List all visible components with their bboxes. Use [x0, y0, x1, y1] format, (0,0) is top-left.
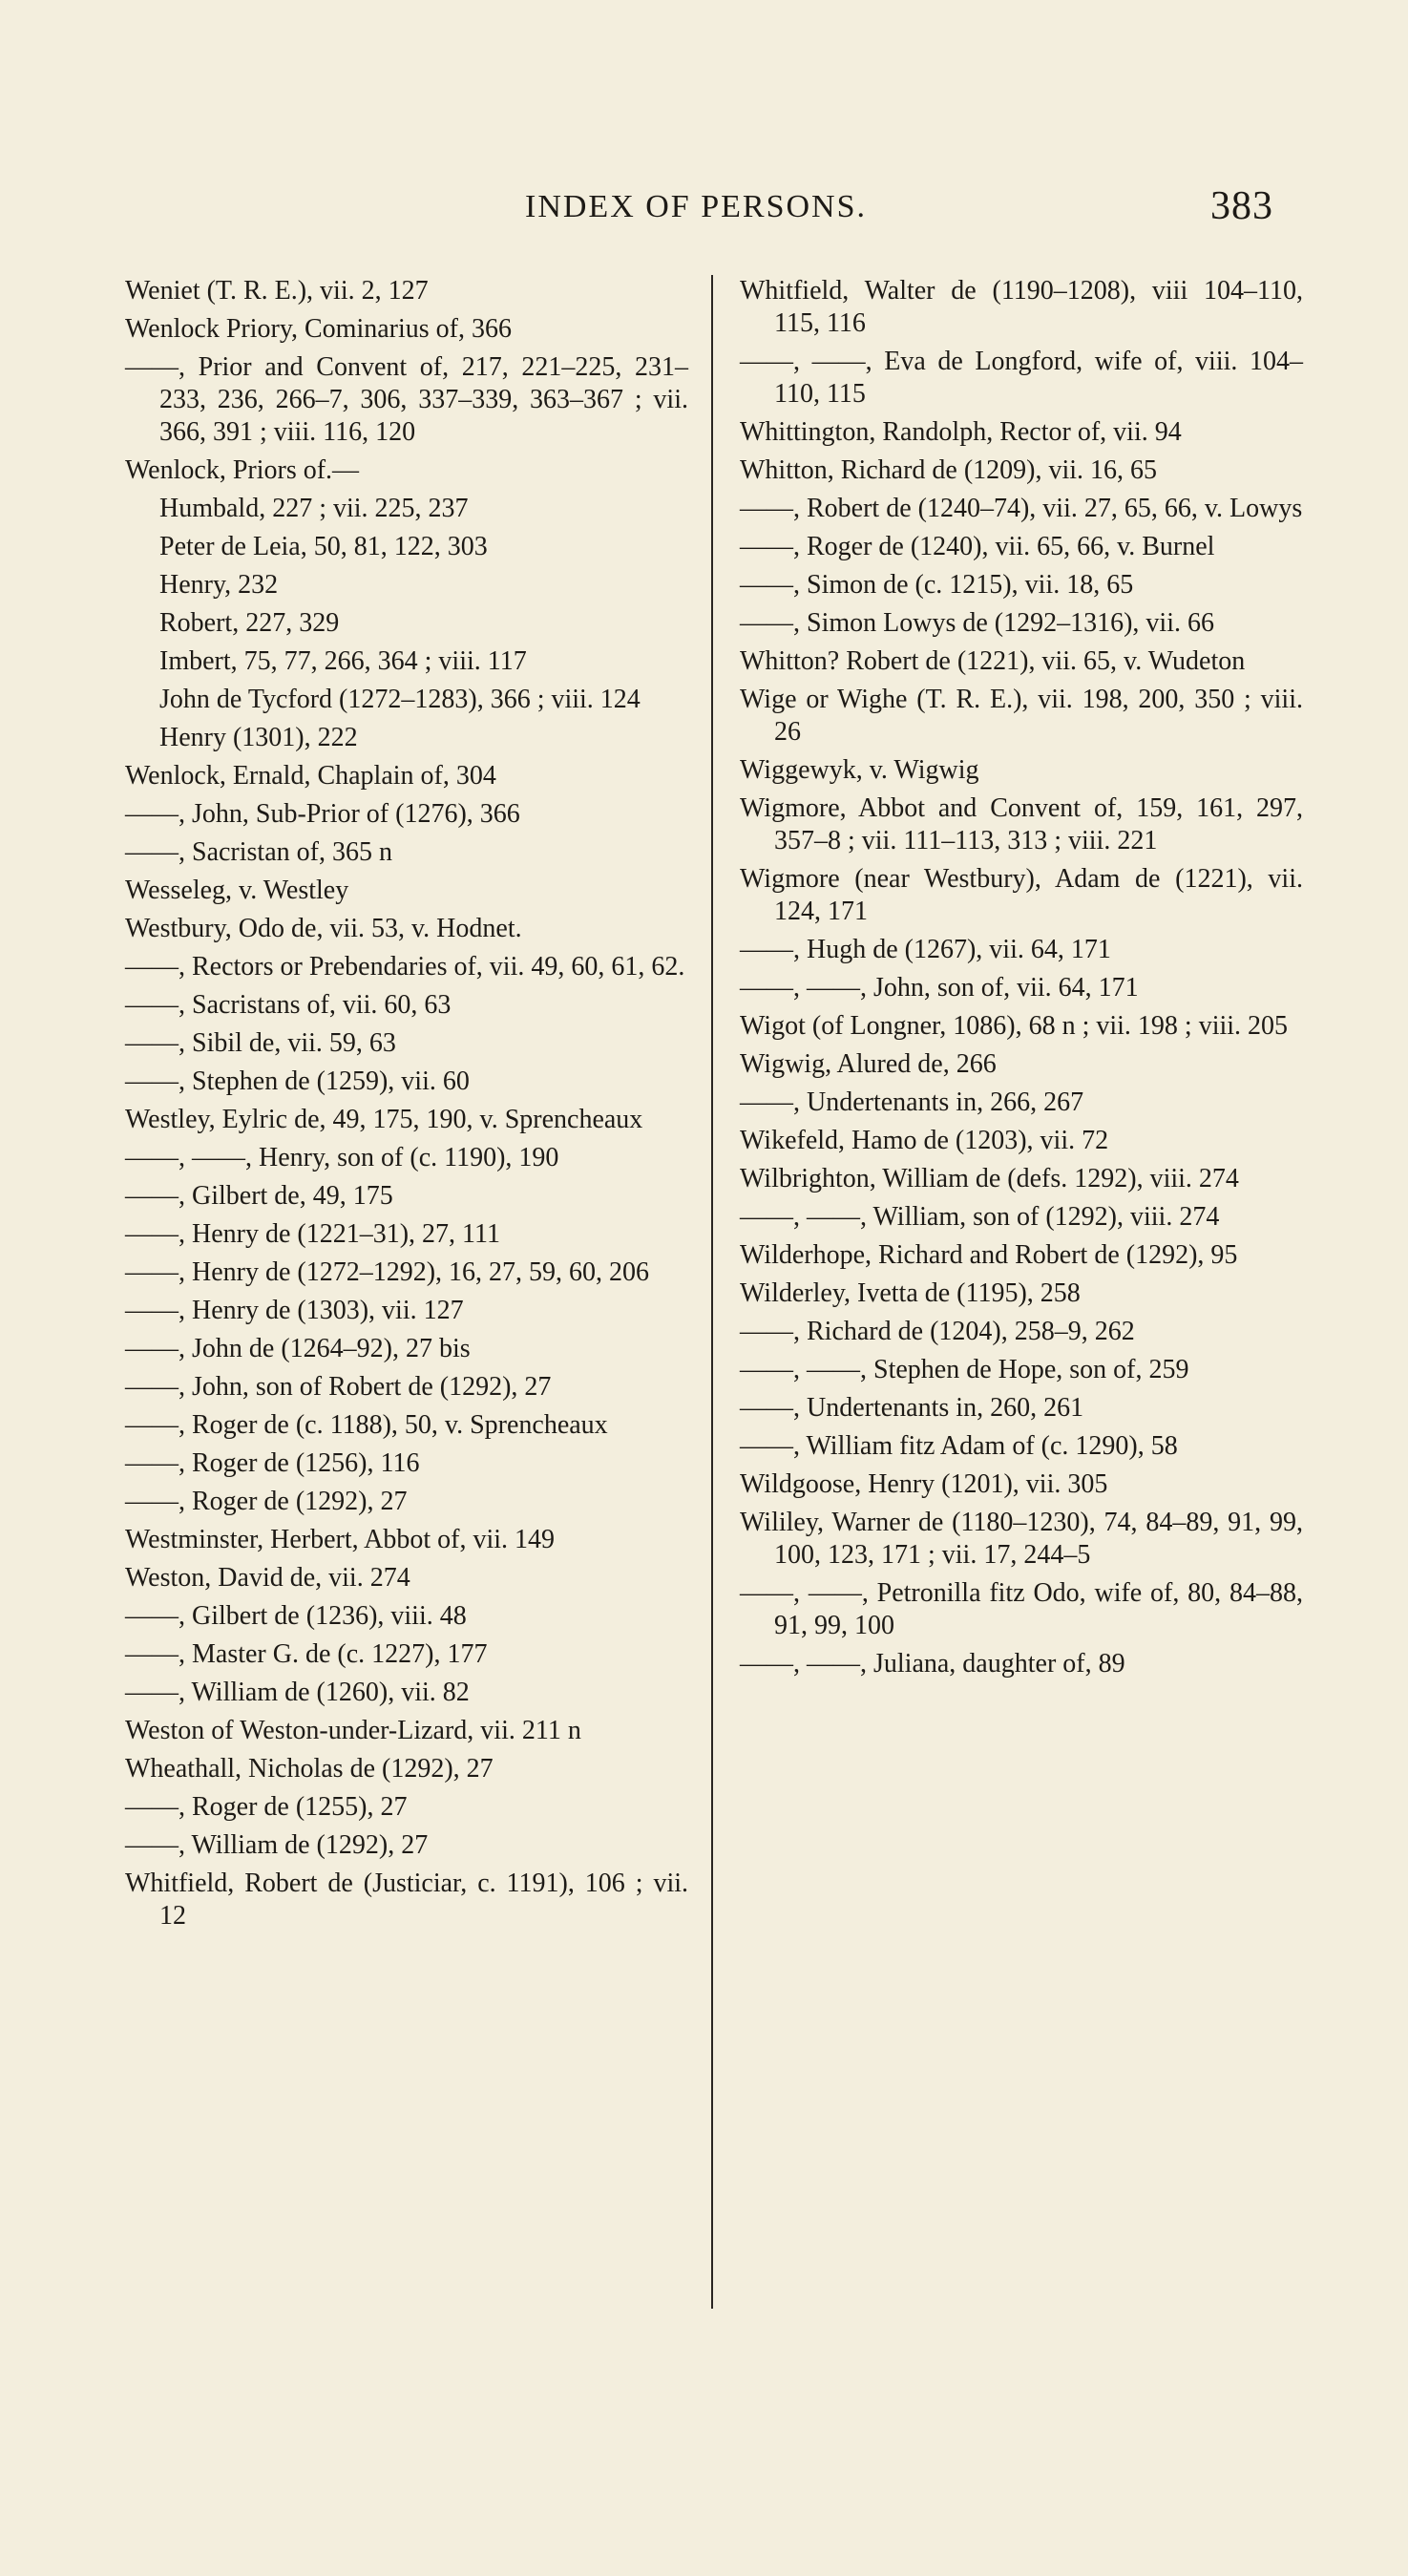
- index-entry: ——, Stephen de (1259), vii. 60: [125, 1066, 470, 1096]
- index-entry: Whitton, Richard de (1209), vii. 16, 65: [740, 455, 1158, 485]
- index-entry: Wesseleg, v. Westley: [125, 876, 349, 905]
- index-entry: ——, Prior and Convent of, 217, 221–225, 231–233, 236, 266–7, 306, 337–339, 363–367 ; vii. 366, 391 ; viii. 116, 120: [125, 352, 688, 447]
- index-entry: ——, Roger de (1256), 116: [125, 1448, 420, 1478]
- index-entry: Wikefeld, Hamo de (1203), vii. 72: [740, 1126, 1109, 1155]
- index-entry: Wigmore, Abbot and Convent of, 159, 161, 297, 357–8 ; vii. 111–113, 313 ; viii. 221: [740, 793, 1303, 855]
- index-entry: Wenlock, Ernald, Chaplain of, 304: [125, 761, 496, 791]
- index-entry: Peter de Leia, 50, 81, 122, 303: [159, 532, 488, 561]
- index-entry: Wigmore (near Westbury), Adam de (1221), vii. 124, 171: [740, 864, 1303, 926]
- index-entry: Wigwig, Alured de, 266: [740, 1049, 997, 1079]
- index-entry: Henry, 232: [159, 570, 279, 600]
- index-entry: John de Tycford (1272–1283), 366 ; viii. 124: [159, 685, 641, 714]
- index-entry: ——, ——, Eva de Longford, wife of, viii. 104–110, 115: [740, 347, 1303, 409]
- index-entry: ——, Roger de (1292), 27: [125, 1487, 408, 1516]
- index-entry: ——, Henry de (1221–31), 27, 111: [125, 1219, 500, 1249]
- index-entry: ——, Undertenants in, 266, 267: [740, 1087, 1084, 1117]
- index-entry: Wildgoose, Henry (1201), vii. 305: [740, 1469, 1108, 1499]
- running-title: INDEX OF PERSONS.: [525, 189, 867, 224]
- index-entry: ——, Hugh de (1267), vii. 64, 171: [740, 935, 1111, 964]
- index-entry: ——, John de (1264–92), 27 bis: [125, 1334, 471, 1363]
- index-entry: Wige or Wighe (T. R. E.), vii. 198, 200, 350 ; viii. 26: [740, 685, 1303, 747]
- index-entry: Weniet (T. R. E.), vii. 2, 127: [125, 276, 429, 306]
- index-entry: Weston, David de, vii. 274: [125, 1563, 410, 1593]
- index-entry: ——, ——, Petronilla fitz Odo, wife of, 80, 84–88, 91, 99, 100: [740, 1578, 1303, 1640]
- index-entry: Whitfield, Robert de (Justiciar, c. 1191), 106 ; vii. 12: [125, 1869, 688, 1931]
- index-entry: ——, Henry de (1272–1292), 16, 27, 59, 60, 206: [125, 1257, 650, 1287]
- index-entry: ——, Rectors or Prebendaries of, vii. 49, 60, 61, 62.: [125, 952, 685, 982]
- index-entry: ——, Roger de (1255), 27: [125, 1792, 408, 1822]
- index-entry: ——, ——, Henry, son of (c. 1190), 190: [125, 1143, 559, 1172]
- index-entry: Wheathall, Nicholas de (1292), 27: [125, 1754, 494, 1784]
- index-entry: Whitfield, Walter de (1190–1208), viii 104–110, 115, 116: [740, 276, 1303, 338]
- index-entry: Westminster, Herbert, Abbot of, vii. 149: [125, 1525, 555, 1554]
- index-entry: ——, Richard de (1204), 258–9, 262: [740, 1317, 1135, 1346]
- page-number: 383: [1210, 184, 1273, 228]
- index-entry: ——, ——, John, son of, vii. 64, 171: [740, 973, 1139, 1003]
- index-entry: Weston of Weston-under-Lizard, vii. 211 n: [125, 1716, 581, 1745]
- index-entry: ——, William fitz Adam of (c. 1290), 58: [740, 1431, 1178, 1461]
- column-divider: [711, 275, 713, 2309]
- index-entry: ——, John, Sub-Prior of (1276), 366: [125, 799, 520, 829]
- index-entry: ——, ——, Juliana, daughter of, 89: [740, 1649, 1125, 1679]
- index-entry: Wilderley, Ivetta de (1195), 258: [740, 1278, 1081, 1308]
- index-entry: ——, Robert de (1240–74), vii. 27, 65, 66, v. Lowys: [740, 494, 1303, 523]
- index-entry: Wigot (of Longner, 1086), 68 n ; vii. 198 ; viii. 205: [740, 1011, 1289, 1041]
- index-entry: Wiggewyk, v. Wigwig: [740, 755, 979, 785]
- index-entry: ——, Roger de (1240), vii. 65, 66, v. Burnel: [740, 532, 1215, 561]
- index-entry: Wililey, Warner de (1180–1230), 74, 84–89, 91, 99, 100, 123, 171 ; vii. 17, 244–5: [740, 1508, 1303, 1570]
- index-entry: Whittington, Randolph, Rector of, vii. 94: [740, 417, 1182, 447]
- index-entry: Henry (1301), 222: [159, 723, 358, 752]
- index-entry: Whitton? Robert de (1221), vii. 65, v. Wudeton: [740, 646, 1246, 676]
- index-entry: ——, Gilbert de, 49, 175: [125, 1181, 393, 1211]
- index-entry: ——, William de (1260), vii. 82: [125, 1678, 470, 1707]
- index-column-right: [740, 275, 1303, 1686]
- index-entry: Westbury, Odo de, vii. 53, v. Hodnet.: [125, 914, 522, 943]
- index-entry: Wenlock Priory, Cominarius of, 366: [125, 314, 512, 344]
- index-entry: ——, ——, William, son of (1292), viii. 274: [740, 1202, 1220, 1232]
- index-entry: Wenlock, Priors of.—: [125, 455, 360, 485]
- index-entry: Westley, Eylric de, 49, 175, 190, v. Sprencheaux: [125, 1105, 643, 1134]
- index-entry: ——, John, son of Robert de (1292), 27: [125, 1372, 552, 1402]
- index-entry: ——, Gilbert de (1236), viii. 48: [125, 1601, 467, 1631]
- index-entry: Humbald, 227 ; vii. 225, 237: [159, 494, 469, 523]
- index-entry: Imbert, 75, 77, 266, 364 ; viii. 117: [159, 646, 527, 676]
- index-entry: ——, Simon Lowys de (1292–1316), vii. 66: [740, 608, 1214, 638]
- page-header: [0, 183, 1408, 231]
- index-entry: ——, Undertenants in, 260, 261: [740, 1393, 1084, 1423]
- index-entry: ——, William de (1292), 27: [125, 1830, 429, 1860]
- index-entry: ——, Simon de (c. 1215), vii. 18, 65: [740, 570, 1134, 600]
- index-entry: ——, ——, Stephen de Hope, son of, 259: [740, 1355, 1189, 1384]
- index-entry: ——, Sacristan of, 365 n: [125, 837, 392, 867]
- index-entry: ——, Master G. de (c. 1227), 177: [125, 1639, 488, 1669]
- index-entry: Wilbrighton, William de (defs. 1292), viii. 274: [740, 1164, 1239, 1193]
- index-entry: ——, Sacristans of, vii. 60, 63: [125, 990, 452, 1020]
- index-entry: Wilderhope, Richard and Robert de (1292), 95: [740, 1240, 1238, 1270]
- index-entry: ——, Sibil de, vii. 59, 63: [125, 1028, 396, 1058]
- index-entry: ——, Roger de (c. 1188), 50, v. Sprencheaux: [125, 1410, 608, 1440]
- index-entry: ——, Henry de (1303), vii. 127: [125, 1296, 464, 1325]
- index-column-left: [125, 275, 688, 1938]
- index-entry: Robert, 227, 329: [159, 608, 340, 638]
